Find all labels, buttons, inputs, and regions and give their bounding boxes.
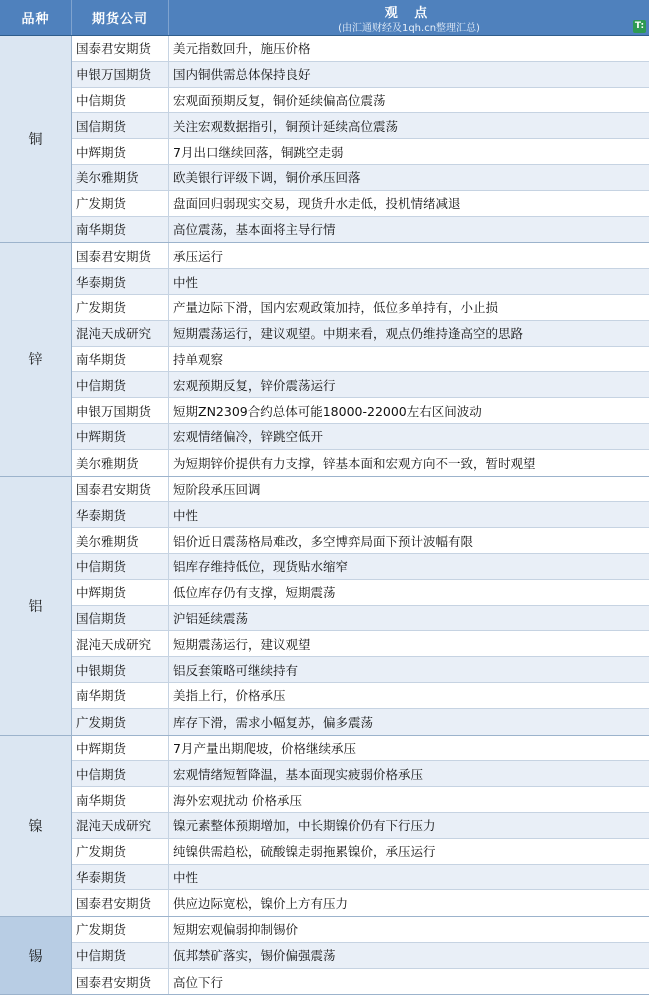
view-cell: 7月出口继续回落，铜跳空走弱 [173,144,344,160]
company-cell: 美尔雅期货 [72,450,169,476]
table-row [72,736,649,762]
view-cell: 产量边际下滑，国内宏观政策加持，低位多单持有，小止损 [173,300,499,316]
company-cell: 国泰君安期货 [72,890,169,916]
company-cell: 广发期货 [72,839,169,864]
company-cell: 华泰期货 [72,269,169,294]
view-cell: 低位库存仍有支撑，短期震荡 [173,585,336,601]
table-row [72,36,649,62]
table-row [72,217,649,243]
table-row [72,709,649,735]
view-cell: 高位下行 [173,974,224,990]
table-row [72,450,649,476]
company-cell: 美尔雅期货 [72,165,169,190]
commodity-group [0,917,649,995]
company-cell: 国泰君安期货 [72,477,169,502]
commodity-group [0,477,649,736]
view-cell: 海外宏观扰动 价格承压 [173,792,302,808]
table-row [72,295,649,321]
table-row [72,813,649,839]
table-row [72,398,649,424]
table-row [72,321,649,347]
commodity-name: 镍 [0,736,72,917]
table-row [72,424,649,450]
view-cell: 铝反套策略可继续持有 [173,662,299,678]
header-view-title: 观 点 [384,6,434,21]
commodity-name: 铜 [0,36,72,242]
commodity-group [0,736,649,918]
company-cell: 中信期货 [72,554,169,579]
table-row [72,269,649,295]
view-cell: 盘面回归弱现实交易，现货升水走低，投机情绪减退 [173,196,461,212]
view-cell: 短期震荡运行，建议观望。中期来看，观点仍维持逢高空的思路 [173,326,524,342]
company-cell: 申银万国期货 [72,62,169,87]
view-cell: 承压运行 [173,248,224,264]
company-cell: 广发期货 [72,709,169,735]
company-cell: 混沌天成研究 [72,631,169,656]
table-row [72,191,649,217]
view-cell: 佤邦禁矿落实，锡价偏强震荡 [173,948,336,964]
header-tag-icon: T: [634,21,645,31]
view-cell: 铝价近日震荡格局难改，多空博弈局面下预计波幅有限 [173,533,474,549]
table-body [0,36,649,995]
group-rows [72,736,649,917]
view-cell: 铝库存维持低位，现货贴水缩窄 [173,559,349,575]
view-cell: 短期ZN2309合约总体可能18000-22000左右区间波动 [173,403,482,419]
header-view [169,0,649,35]
company-cell: 广发期货 [72,295,169,320]
company-cell: 国泰君安期货 [72,969,169,995]
view-cell: 库存下滑，需求小幅复苏，偏多震荡 [173,714,374,730]
view-cell: 短期震荡运行，建议观望 [173,636,311,652]
view-cell: 国内铜供需总体保持良好 [173,67,311,83]
view-cell: 短阶段承压回调 [173,481,261,497]
view-cell: 宏观面预期反复，铜价延续偏高位震荡 [173,92,386,108]
view-cell: 镍元素整体预期增加，中长期镍价仍有下行压力 [173,818,436,834]
company-cell: 中银期货 [72,657,169,682]
company-cell: 国泰君安期货 [72,36,169,61]
table-row [72,839,649,865]
table-row [72,606,649,632]
view-cell: 中性 [173,869,199,885]
table-header [0,0,649,36]
company-cell: 美尔雅期货 [72,528,169,553]
table-row [72,657,649,683]
view-cell: 中性 [173,507,199,523]
table-row [72,62,649,88]
table-row [72,243,649,269]
table-row [72,683,649,709]
company-cell: 南华期货 [72,787,169,812]
commodity-group [0,36,649,243]
table-row [72,372,649,398]
company-cell: 南华期货 [72,683,169,708]
company-cell: 中辉期货 [72,424,169,449]
company-cell: 中信期货 [72,88,169,113]
company-cell: 广发期货 [72,917,169,942]
commodity-name: 锌 [0,243,72,475]
table-row [72,969,649,995]
company-cell: 国泰君安期货 [72,243,169,268]
view-cell: 纯镍供需趋松，硫酸镍走弱拖累镍价，承压运行 [173,844,436,860]
view-cell: 短期宏观偏弱抑制锡价 [173,922,299,938]
view-cell: 欧美银行评级下调，铜价承压回落 [173,170,361,186]
company-cell: 中信期货 [72,761,169,786]
company-cell: 南华期货 [72,347,169,372]
company-cell: 混沌天成研究 [72,321,169,346]
table-row [72,890,649,916]
view-cell: 美元指数回升，施压价格 [173,41,311,57]
view-cell: 中性 [173,274,199,290]
company-cell: 申银万国期货 [72,398,169,423]
commodity-group [0,243,649,476]
table-row [72,165,649,191]
view-cell: 持单观察 [173,351,224,367]
company-cell: 国信期货 [72,606,169,631]
table-row [72,88,649,114]
group-rows [72,477,649,735]
view-cell: 7月产量出期爬坡，价格继续承压 [173,740,356,756]
view-cell: 关注宏观数据指引，铜预计延续高位震荡 [173,118,399,134]
header-company: 期货公司 [72,0,169,35]
header-category: 品种 [0,0,72,35]
view-cell: 美指上行，价格承压 [173,688,286,704]
table-row [72,528,649,554]
table-row [72,787,649,813]
group-rows [72,243,649,475]
table-row [72,477,649,503]
table-row [72,139,649,165]
table-row [72,943,649,969]
company-cell: 中辉期货 [72,580,169,605]
company-cell: 中辉期货 [72,139,169,164]
view-cell: 供应边际宽松，镍价上方有压力 [173,896,349,912]
view-cell: 沪铝延续震荡 [173,610,249,626]
view-cell: 为短期锌价提供有力支撑，锌基本面和宏观方向不一致，暂时观望 [173,455,536,471]
company-cell: 混沌天成研究 [72,813,169,838]
company-cell: 中信期货 [72,943,169,968]
company-cell: 国信期货 [72,113,169,138]
view-cell: 宏观情绪偏冷，锌跳空低开 [173,429,324,445]
company-cell: 中信期货 [72,372,169,397]
view-cell: 宏观预期反复，锌价震荡运行 [173,377,336,393]
table-row [72,502,649,528]
company-cell: 华泰期货 [72,865,169,890]
commodity-name: 铝 [0,477,72,735]
header-view-note: (由汇通财经及1qh.cn整理汇总) [338,23,480,34]
table-row [72,554,649,580]
group-rows [72,917,649,994]
table-row [72,580,649,606]
table-row [72,347,649,373]
table-row [72,113,649,139]
company-cell: 中辉期货 [72,736,169,761]
commodity-name: 锡 [0,917,72,994]
table-row [72,865,649,891]
view-cell: 宏观情绪短暂降温，基本面现实疲弱价格承压 [173,766,424,782]
table-row [72,631,649,657]
view-cell: 高位震荡，基本面将主导行情 [173,222,336,238]
company-cell: 南华期货 [72,217,169,243]
group-rows [72,36,649,242]
company-cell: 广发期货 [72,191,169,216]
company-cell: 华泰期货 [72,502,169,527]
table-row [72,761,649,787]
table-row [72,917,649,943]
